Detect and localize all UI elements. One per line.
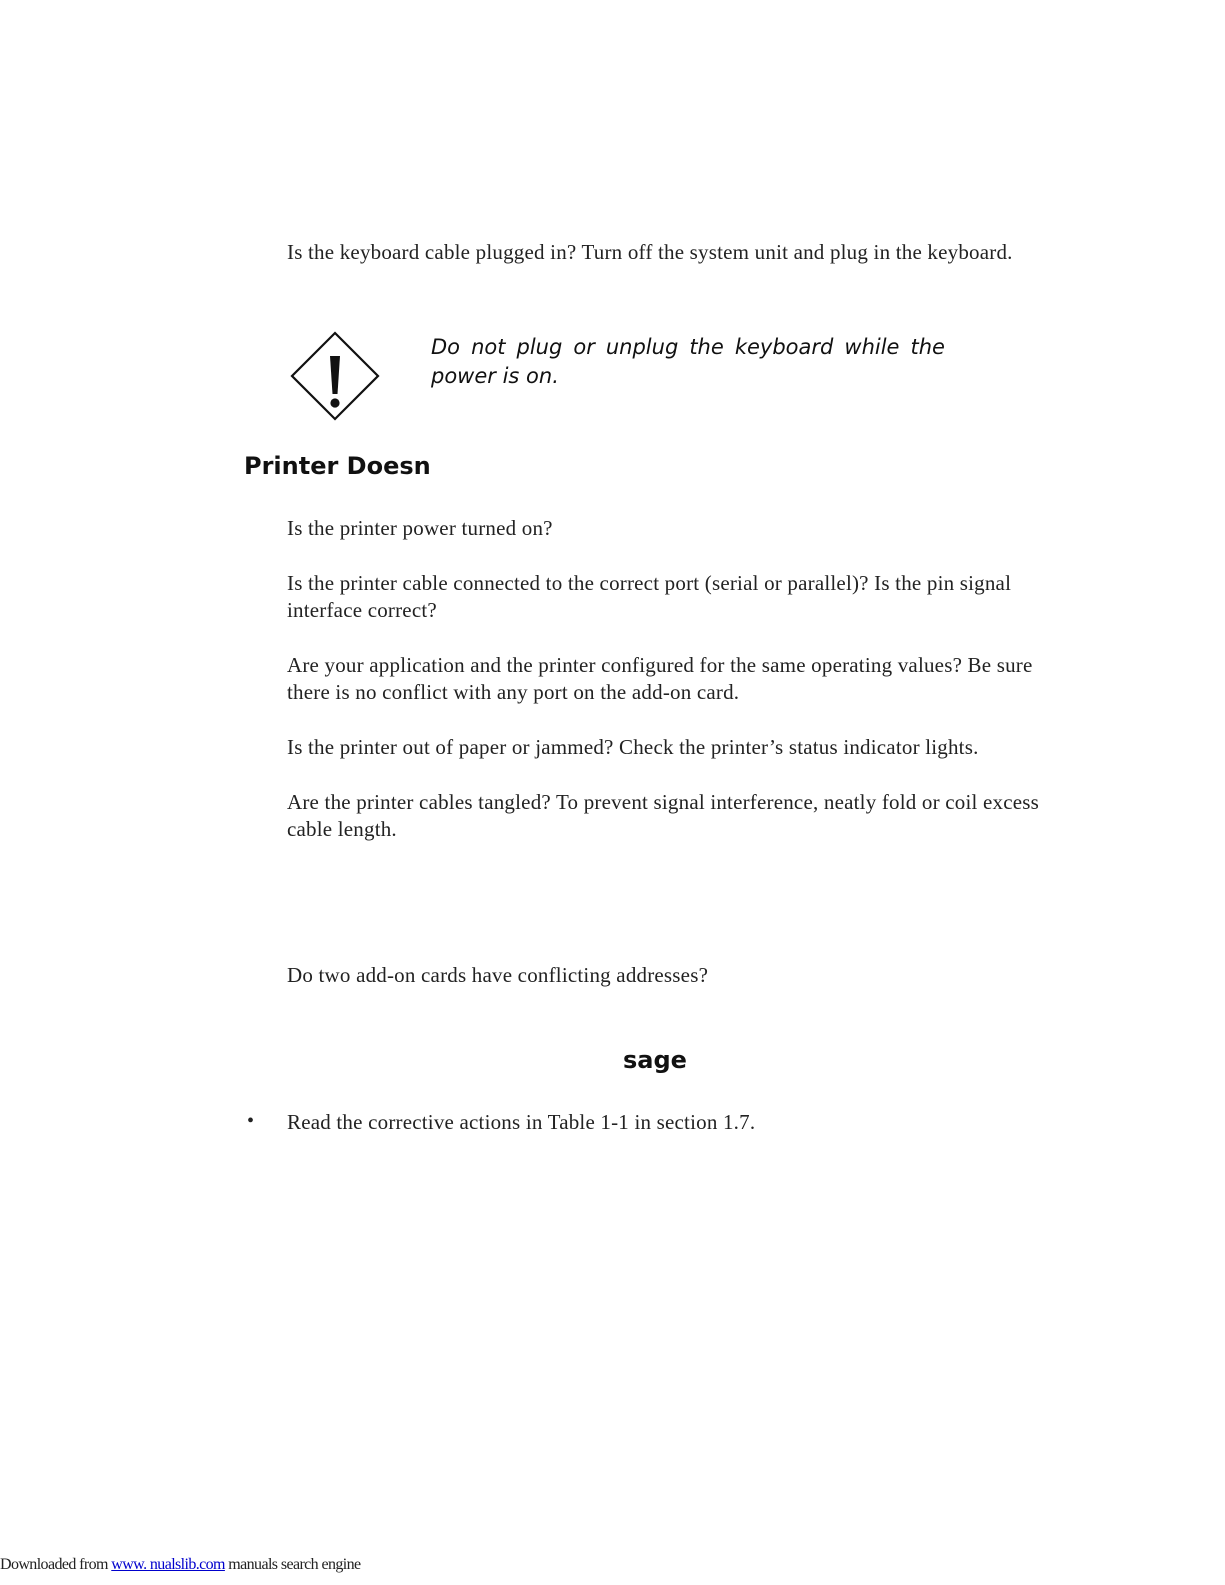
manualslib-link[interactable]: www. nualslib.com [111, 1556, 225, 1573]
message-section-heading: sage [623, 1046, 687, 1074]
warning-word: Do [431, 335, 461, 359]
warning-message [431, 333, 945, 391]
warning-word: not [471, 335, 506, 359]
download-footer [0, 1556, 361, 1574]
addon-conflict-text: Do two add-on cards have conflicting addresses? [287, 963, 709, 987]
footer-suffix: manuals search engine [224, 1556, 361, 1573]
warning-word: plug [516, 335, 563, 359]
caution-icon [289, 330, 381, 422]
printer-item-5: Are the printer cables tangled? To prevent signal interference, neatly fold or coil excess cable length. [287, 790, 1040, 841]
warning-word: or [573, 335, 595, 359]
printer-section-heading: Printer Doesn [244, 452, 431, 480]
warning-word: while [844, 335, 900, 359]
printer-item-1: Is the printer power turned on? [287, 516, 553, 540]
printer-item-3: Are your application and the printer configured for the same operating values? Be sure there is no conflict with any port on the add-on card. [287, 653, 1033, 704]
warning-word: the [910, 335, 945, 359]
warning-word: the [689, 335, 724, 359]
warning-line-2: power is on. [431, 364, 559, 388]
warning-word: keyboard [734, 335, 834, 359]
corrective-actions-text: Read the corrective actions in Table 1-1 in section 1.7. [287, 1110, 756, 1134]
keyboard-cable-text: Is the keyboard cable plugged in? Turn off the system unit and plug in the keyboard. [287, 240, 1013, 264]
printer-item-2: Is the printer cable connected to the correct port (serial or parallel)? Is the pin signal interface correct? [287, 571, 1012, 622]
warning-word: unplug [605, 335, 679, 359]
bullet-marker: • [247, 1110, 255, 1132]
footer-prefix: Downloaded from [0, 1556, 112, 1573]
warning-line-1 [431, 333, 945, 362]
printer-item-4: Is the printer out of paper or jammed? Check the printer’s status indicator lights. [287, 735, 979, 759]
